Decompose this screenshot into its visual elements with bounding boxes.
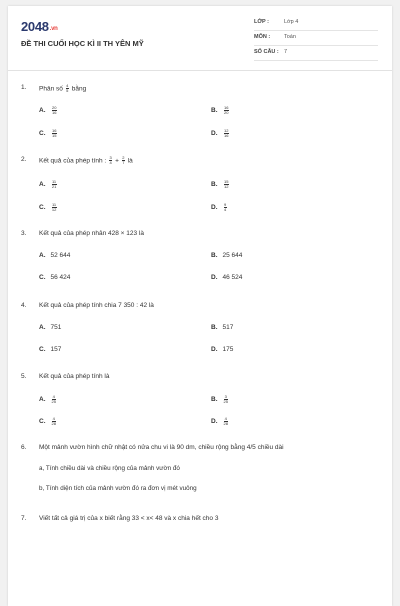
option-4c[interactable]: C. 157	[39, 346, 62, 353]
option-1b[interactable]: B. $\frac{16}{20}$	[211, 105, 229, 116]
option-2d[interactable]: D. $\frac{9}{4}$	[211, 202, 227, 213]
option-2c[interactable]: C. $\frac{11}{12}$	[39, 202, 57, 213]
option-2b[interactable]: B. $\frac{15}{12}$	[211, 179, 229, 190]
header-divider	[8, 70, 392, 71]
option-3d[interactable]: D. 46 524	[211, 274, 243, 281]
meta-question-count: SỐ CÂU : 7	[254, 48, 378, 61]
question-6-part-a: a, Tính chiều dài và chiều rộng của mảnh vườn đó	[39, 465, 180, 472]
exam-header	[8, 6, 392, 68]
option-1a[interactable]: A. $\frac{20}{16}$	[39, 105, 57, 116]
option-5d[interactable]: D. $\frac{4}{28}$	[211, 416, 228, 427]
exam-title: ĐỀ THI CUỐI HỌC KÌ II TH YÊN MỸ	[21, 39, 144, 48]
question-text: Kết quả của phép tính : $\frac{3}{4}$ + $\frac{2}{7}$ là	[39, 155, 133, 166]
option-4b[interactable]: B. 517	[211, 324, 234, 331]
option-3c[interactable]: C. 56 424	[39, 274, 71, 281]
meta-class: LỚP : Lớp 4	[254, 18, 378, 31]
fraction: $\frac{4}{5}$	[66, 83, 69, 94]
exam-sheet: 2048.vn ĐỀ THI CUỐI HỌC KÌ II TH YÊN MỸ LỚP : Lớp 4 MÔN : Toán SỐ CÂU : 7 1. Phân số $\frac{4}{5}$ bằng A. $\frac{20}{16}$ B. $\frac{16}{20}$ C. $\frac{16}{15}$ D. $\frac{12}{16}$ 2. Kết quả của phép tính : $\frac{3}{4}$ + $\frac{2}{7}$ là A. $\frac{11}{21}$ B. $\frac{15}{12}$ C. $\frac{11}{12}$ D. $\frac{9}{4}$ 3. Kết quả của phép nhân 428 × 123 là A. 52 644 B. 25 644 C. 56 424 D. 46 524 4. Kết quả của phép tính chia 7 350 : 42 là A. 751 B. 517 C. 157 D. 175 5. Kết quả của phép tính là A. $\frac{4}{25}$ B. $\frac{3}{25}$ C. $\frac{4}{28}$ D. $\frac{4}{28}$ 6. Một mảnh vườn hình chữ nhật có nửa chu vi là 90 dm, chiều rộng bằng 4/5 chiều dài a, Tính chiều dài và chiều rộng của mảnh vườn đó b, Tính diện tích của mảnh vườn đó ra đơn vị mét vuông 7. Viết tất cả giá trị của x biết rằng 33 < x< 48 và x chia hết cho 3	[8, 6, 392, 606]
option-1c[interactable]: C. $\frac{16}{15}$	[39, 128, 57, 139]
option-4d[interactable]: D. 175	[211, 346, 234, 353]
option-4a[interactable]: A. 751	[39, 324, 62, 331]
option-5b[interactable]: B. $\frac{3}{25}$	[211, 394, 228, 405]
option-3b[interactable]: B. 25 644	[211, 252, 243, 259]
meta-subject: MÔN : Toán	[254, 33, 378, 46]
question-text: Phân số $\frac{4}{5}$ bằng	[39, 83, 87, 94]
option-3a[interactable]: A. 52 644	[39, 252, 71, 259]
option-5a[interactable]: A. $\frac{4}{25}$	[39, 394, 56, 405]
option-5c[interactable]: C. $\frac{4}{28}$	[39, 416, 56, 427]
site-logo[interactable]: 2048.vn	[21, 19, 58, 34]
option-2a[interactable]: A. $\frac{11}{21}$	[39, 179, 57, 190]
option-1d[interactable]: D. $\frac{12}{16}$	[211, 128, 229, 139]
question-6-part-b: b, Tính diện tích của mảnh vườn đó ra đơn vị mét vuông	[39, 485, 197, 492]
